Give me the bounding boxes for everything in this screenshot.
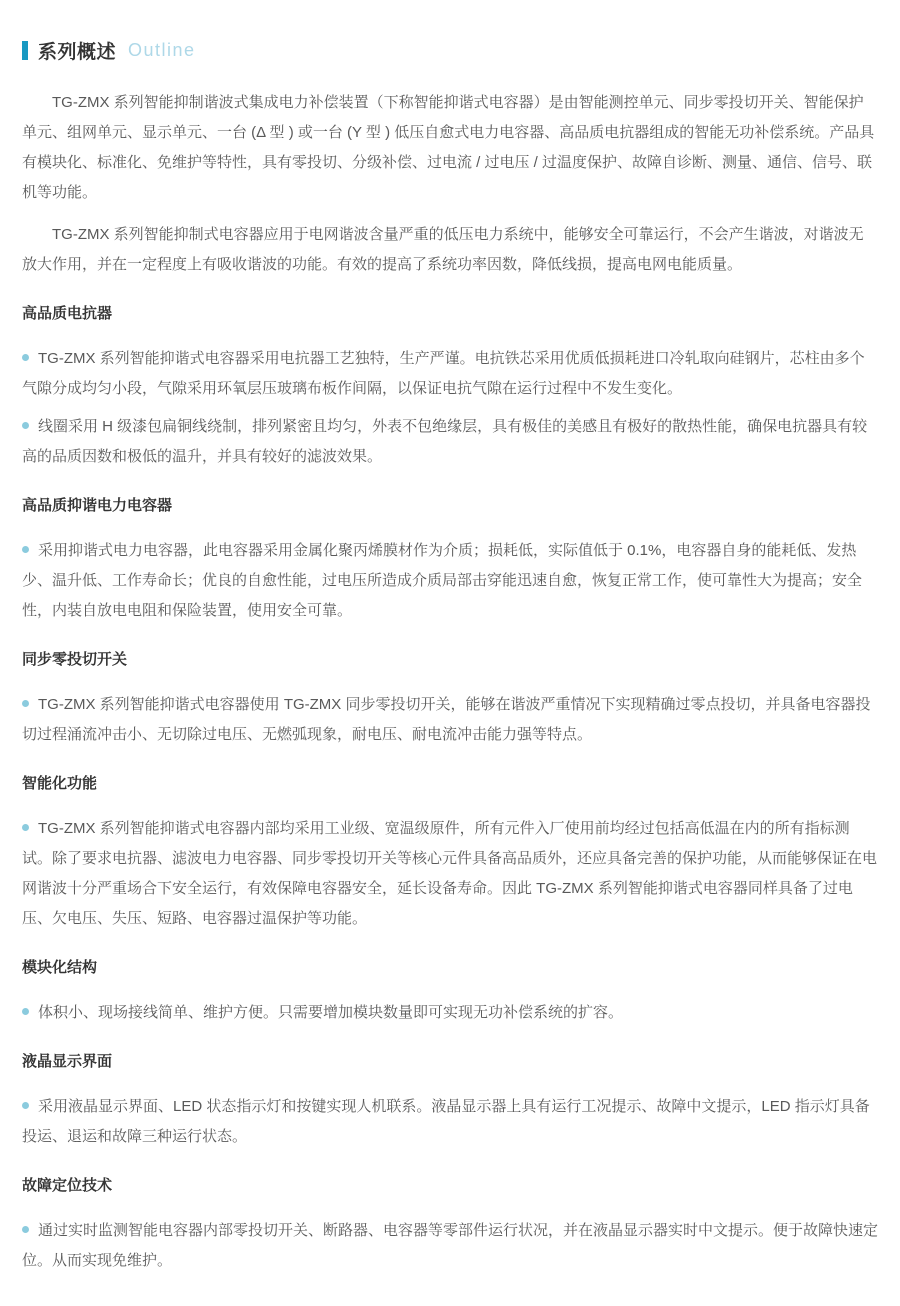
bullet-dot-icon <box>22 546 29 553</box>
bullet-item <box>22 814 878 934</box>
bullet-text: 线圈采用 H 级漆包扁铜线绕制，排列紧密且均匀，外表不包绝缘层，具有极佳的美感且有极好的散热性能，确保电抗器具有较高的品质因数和极低的温升，并具有较好的滤波效果。 <box>22 418 868 465</box>
bullet-text: TG-ZMX 系列智能抑谐式电容器内部均采用工业级、宽温级原件，所有元件入厂使用前均经过包括高低温在内的所有指标测试。除了要求电抗器、滤波电力电容器、同步零投切开关等核心元件具备高品质外，还应具备完善的保护功能，从而能够保证在电网谐波十分严重场合下安全运行，有效保障电容器安全，延长设备寿命。因此 TG-ZMX 系列智能抑谐式电容器同样具备了过电压、欠电压、失压、短路、电容器过温保护等功能。 <box>22 820 878 927</box>
bullet-dot-icon <box>22 354 29 361</box>
bullet-dot-icon <box>22 422 29 429</box>
bullet-item <box>22 998 878 1028</box>
section-reactor <box>22 306 878 472</box>
bullet-item <box>22 1092 878 1152</box>
section-heading: 同步零投切开关 <box>22 651 128 668</box>
bullet-dot-icon <box>22 1102 29 1109</box>
bullet-dot-icon <box>22 1226 29 1233</box>
accent-bar <box>22 41 28 60</box>
page-title: 系列概述 <box>38 41 117 63</box>
section-heading: 智能化功能 <box>22 775 98 792</box>
page-header <box>22 38 878 62</box>
bullet-item <box>22 536 878 626</box>
bullet-dot-icon <box>22 1008 29 1015</box>
bullet-dot-icon <box>22 824 29 831</box>
bullet-text: 采用液晶显示界面、LED 状态指示灯和按键实现人机联系。液晶显示器上具有运行工况提示、故障中文提示，LED 指示灯具备投运、退运和故障三种运行状态。 <box>22 1098 870 1145</box>
section-heading: 高品质抑谐电力电容器 <box>22 497 173 514</box>
bullet-item <box>22 412 878 472</box>
page-subtitle: Outline <box>128 39 196 60</box>
section-heading: 模块化结构 <box>22 959 98 976</box>
intro-paragraph: TG-ZMX 系列智能抑制谐波式集成电力补偿装置（下称智能抑谐式电容器）是由智能测控单元、同步零投切开关、智能保护单元、组网单元、显示单元、一台 (Δ 型 ) 或一台 (Y 型 ) 低压自愈式电力电容器、高品质电抗器组成的智能无功补偿系统。产品具有模块化、标准化、免维护等特性，具有零投切、分级补偿、过电流 / 过电压 / 过温度保护、故障自诊断、测量、通信、信号、联机等功能。 <box>22 94 875 201</box>
section-modular-structure <box>22 960 878 1028</box>
bullet-text: TG-ZMX 系列智能抑谐式电容器使用 TG-ZMX 同步零投切开关，能够在谐波严重情况下实现精确过零点投切，并具备电容器投切过程涌流冲击小、无切除过电压、无燃弧现象，耐电压、耐电流冲击能力强等特点。 <box>22 696 871 743</box>
section-zero-crossing-switch <box>22 652 878 750</box>
bullet-text: 体积小、现场接线简单、维护方便。只需要增加模块数量即可实现无功补偿系统的扩容。 <box>38 1004 624 1021</box>
section-heading: 故障定位技术 <box>22 1177 113 1194</box>
bullet-text: TG-ZMX 系列智能抑谐式电容器采用电抗器工艺独特，生产严谨。电抗铁芯采用优质低损耗进口冷轧取向硅钢片，芯柱由多个气隙分成均匀小段，气隙采用环氧层压玻璃布板作间隔，以保证电抗气隙在运行过程中不发生变化。 <box>22 350 865 397</box>
bullet-item <box>22 1216 878 1276</box>
intro-paragraph: TG-ZMX 系列智能抑制式电容器应用于电网谐波含量严重的低压电力系统中，能够安全可靠运行，不会产生谐波，对谐波无放大作用，并在一定程度上有吸收谐波的功能。有效的提高了系统功率因数，降低线损，提高电网电能质量。 <box>22 226 864 273</box>
section-lcd-display <box>22 1054 878 1152</box>
intro-block <box>22 88 878 280</box>
bullet-dot-icon <box>22 700 29 707</box>
section-intelligent-functions <box>22 776 878 934</box>
bullet-text: 采用抑谐式电力电容器，此电容器采用金属化聚丙烯膜材作为介质；损耗低，实际值低于 0.1%，电容器自身的能耗低、发热少、温升低、工作寿命长；优良的自愈性能，过电压所造成介质局部击穿能迅速自愈，恢复正常工作，使可靠性大为提高；安全性，内装自放电电阻和保险装置，使用安全可靠。 <box>22 542 863 619</box>
section-fault-location <box>22 1178 878 1276</box>
section-heading: 高品质电抗器 <box>22 305 113 322</box>
bullet-item <box>22 690 878 750</box>
section-heading: 液晶显示界面 <box>22 1053 113 1070</box>
bullet-text: 通过实时监测智能电容器内部零投切开关、断路器、电容器等零部件运行状况，并在液晶显示器实时中文提示。便于故障快速定位。从而实现免维护。 <box>22 1222 879 1269</box>
bullet-item <box>22 344 878 404</box>
section-capacitor <box>22 498 878 626</box>
